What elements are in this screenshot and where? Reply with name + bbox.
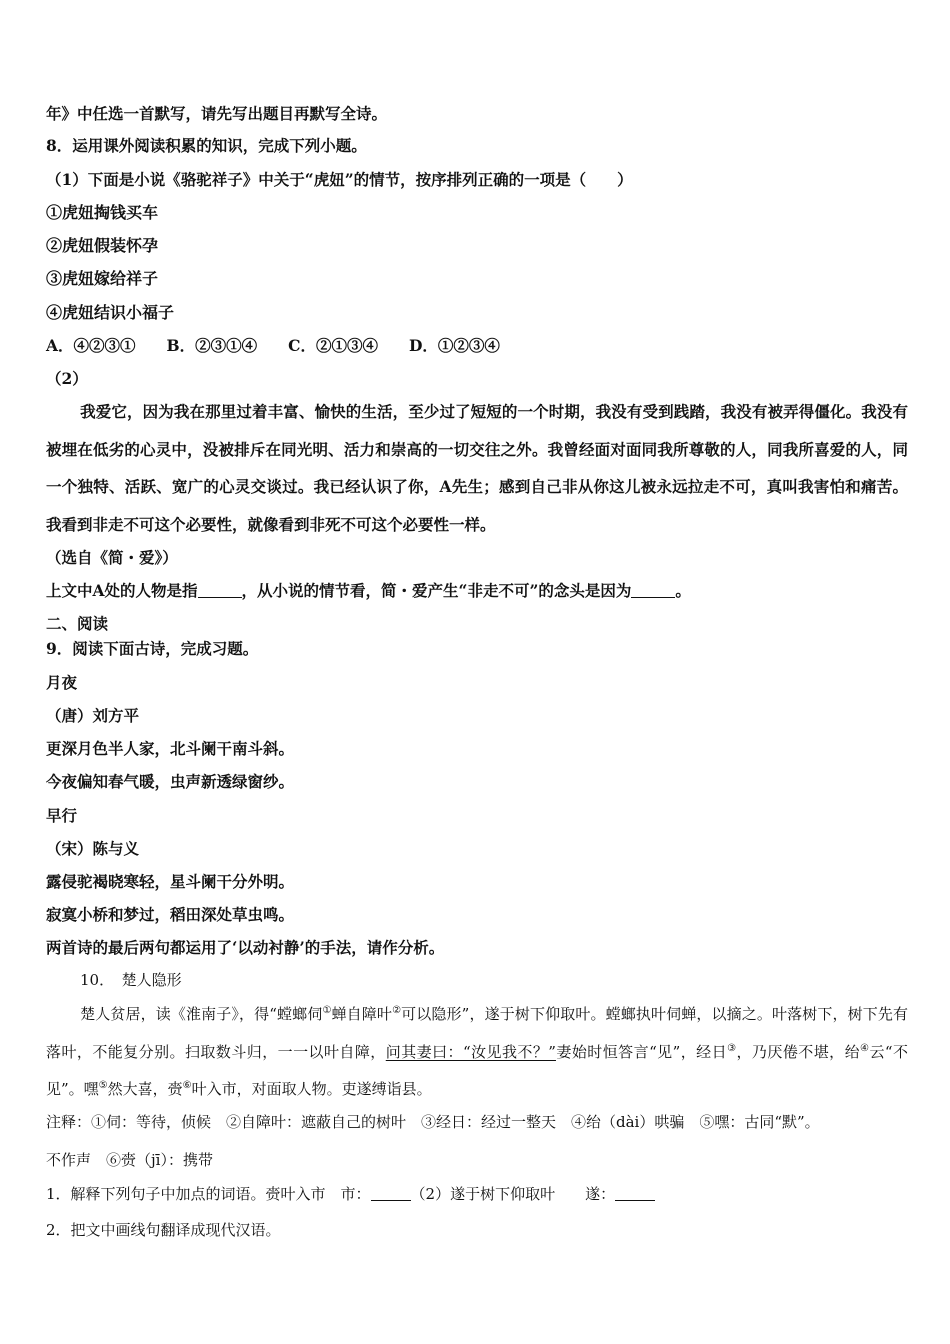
- question-9-ask: 两首诗的最后两句都运用了‘以动衬静’的手法，请作分析。: [46, 938, 445, 957]
- poem-1-line-2: 今夜偏知春气暖，虫声新透绿窗纱。: [46, 772, 295, 791]
- question-10-1: [46, 1184, 655, 1204]
- annotations-line-2: 不作声 ⑥赍（jī）：携带: [46, 1151, 213, 1169]
- answer-blank-shi[interactable]: [371, 1186, 411, 1201]
- ask-part-c: 。: [675, 581, 691, 600]
- poem-1-author: （唐）刘方平: [46, 706, 140, 725]
- p10-text-c: 可以隐形”，遂于树下仰取叶。螳螂执叶伺蝉，以摘之。叶落树下，树下先有落叶，不能复分别。扫取数斗归，一一以叶自障，: [46, 1005, 908, 1061]
- question-10-title: 10． 楚人隐形: [80, 971, 182, 989]
- answer-blank-b[interactable]: [631, 583, 675, 598]
- underlined-sentence: 问其妻曰：“汝见我不？”: [385, 1042, 556, 1061]
- option-3: ③虎妞嫁给祥子: [46, 269, 159, 288]
- question-8: 8．运用课外阅读积累的知识，完成下列小题。: [46, 136, 367, 155]
- p10-text-e: ，乃厌倦不堪，绐: [736, 1042, 861, 1061]
- question-9: 9．阅读下面古诗，完成习题。: [46, 639, 259, 658]
- option-1: ①虎妞掏钱买车: [46, 203, 159, 222]
- question-8-1: （1）下面是小说《骆驼祥子》中关于“虎妞”的情节，按序排列正确的一项是（ ）: [46, 170, 633, 189]
- option-2: ②虎妞假装怀孕: [46, 236, 159, 255]
- note-ref-5: ⑤: [98, 1080, 108, 1091]
- p10-text-g: 然大喜，赍: [107, 1080, 183, 1098]
- note-ref-6: ⑥: [182, 1080, 192, 1091]
- passage-text: 我爱它，因为我在那里过着丰富、愉快的生活，至少过了短短的一个时期，我没有受到践踏，我没有被弄得僵化。我没有被埋在低劣的心灵中，没被排斥在同光明、活力和崇高的一切交往之外。我曾经面对面同我所尊敬的人，同我所喜爱的人，同一个独特、活跃、宽广的心灵交谈过。我已经认识了你，A先生；感到自己非从你这儿被永远拉走不可，真叫我害怕和痛苦。我看到非走不可这个必要性，就像看到非死不可这个必要性一样。: [46, 402, 908, 534]
- poem-1-title: 月夜: [46, 673, 78, 692]
- poem-2-author: （宋）陈与义: [46, 839, 140, 858]
- q10-1-part-b: （2）遂于树下仰取叶 遂：: [410, 1185, 616, 1203]
- note-ref-1: ①: [322, 1005, 332, 1016]
- question-8-2-ask: [46, 581, 691, 601]
- p10-text-d: 妻始时恒答言“见”，经日: [555, 1042, 728, 1061]
- poem-2-title: 早行: [46, 806, 78, 825]
- ask-part-a: 上文中A处的人物是指: [46, 581, 198, 600]
- question-10-2: 2．把文中画线句翻译成现代汉语。: [46, 1221, 281, 1239]
- p10-text-a: 楚人贫居，读《淮南子》，得“螳螂伺: [80, 1005, 323, 1023]
- jane-eyre-passage: [46, 393, 908, 543]
- line-continuation: 年》中任选一首默写，请先写出题目再默写全诗。: [46, 104, 388, 123]
- answer-blank-a[interactable]: [198, 583, 242, 598]
- question-8-2: （2）: [46, 369, 88, 388]
- option-4: ④虎妞结识小福子: [46, 303, 175, 322]
- chu-ren-passage: [46, 996, 908, 1109]
- poem-1-line-1: 更深月色半人家，北斗阑干南斗斜。: [46, 739, 295, 758]
- passage-source: （选自《简・爱》）: [46, 548, 178, 567]
- poem-2-line-2: 寂寞小桥和梦过，稻田深处草虫鸣。: [46, 905, 295, 924]
- annotations-line-1: 注释：①伺：等待，侦候 ②自障叶：遮蔽自己的树叶 ③经日：经过一整天 ④绐（dài）哄骗 ⑤嘿：古同“默”。: [46, 1113, 820, 1131]
- answer-choices: A．④②③① B．②③①④ C．②①③④ D．①②③④: [46, 336, 500, 355]
- ask-part-b: ，从小说的情节看，简・爱产生“非走不可”的念头是因为: [241, 581, 632, 600]
- p10-text-f: 云“不见”。嘿: [46, 1042, 909, 1098]
- p10-text-h: 叶入市，对面取人物。吏遂缚诣县。: [191, 1080, 432, 1098]
- note-ref-4: ④: [860, 1042, 870, 1054]
- poem-2-line-1: 露侵驼褐晓寒轻，星斗阑干分外明。: [46, 872, 295, 891]
- q10-1-part-a: 1．解释下列句子中加点的词语。赍叶入市 市：: [46, 1185, 371, 1203]
- section-2-heading: 二、阅读: [46, 614, 109, 633]
- answer-blank-sui[interactable]: [615, 1186, 655, 1201]
- note-ref-2: ②: [392, 1005, 402, 1016]
- note-ref-3: ③: [727, 1042, 737, 1054]
- p10-text-b: 蝉自障叶: [331, 1005, 393, 1023]
